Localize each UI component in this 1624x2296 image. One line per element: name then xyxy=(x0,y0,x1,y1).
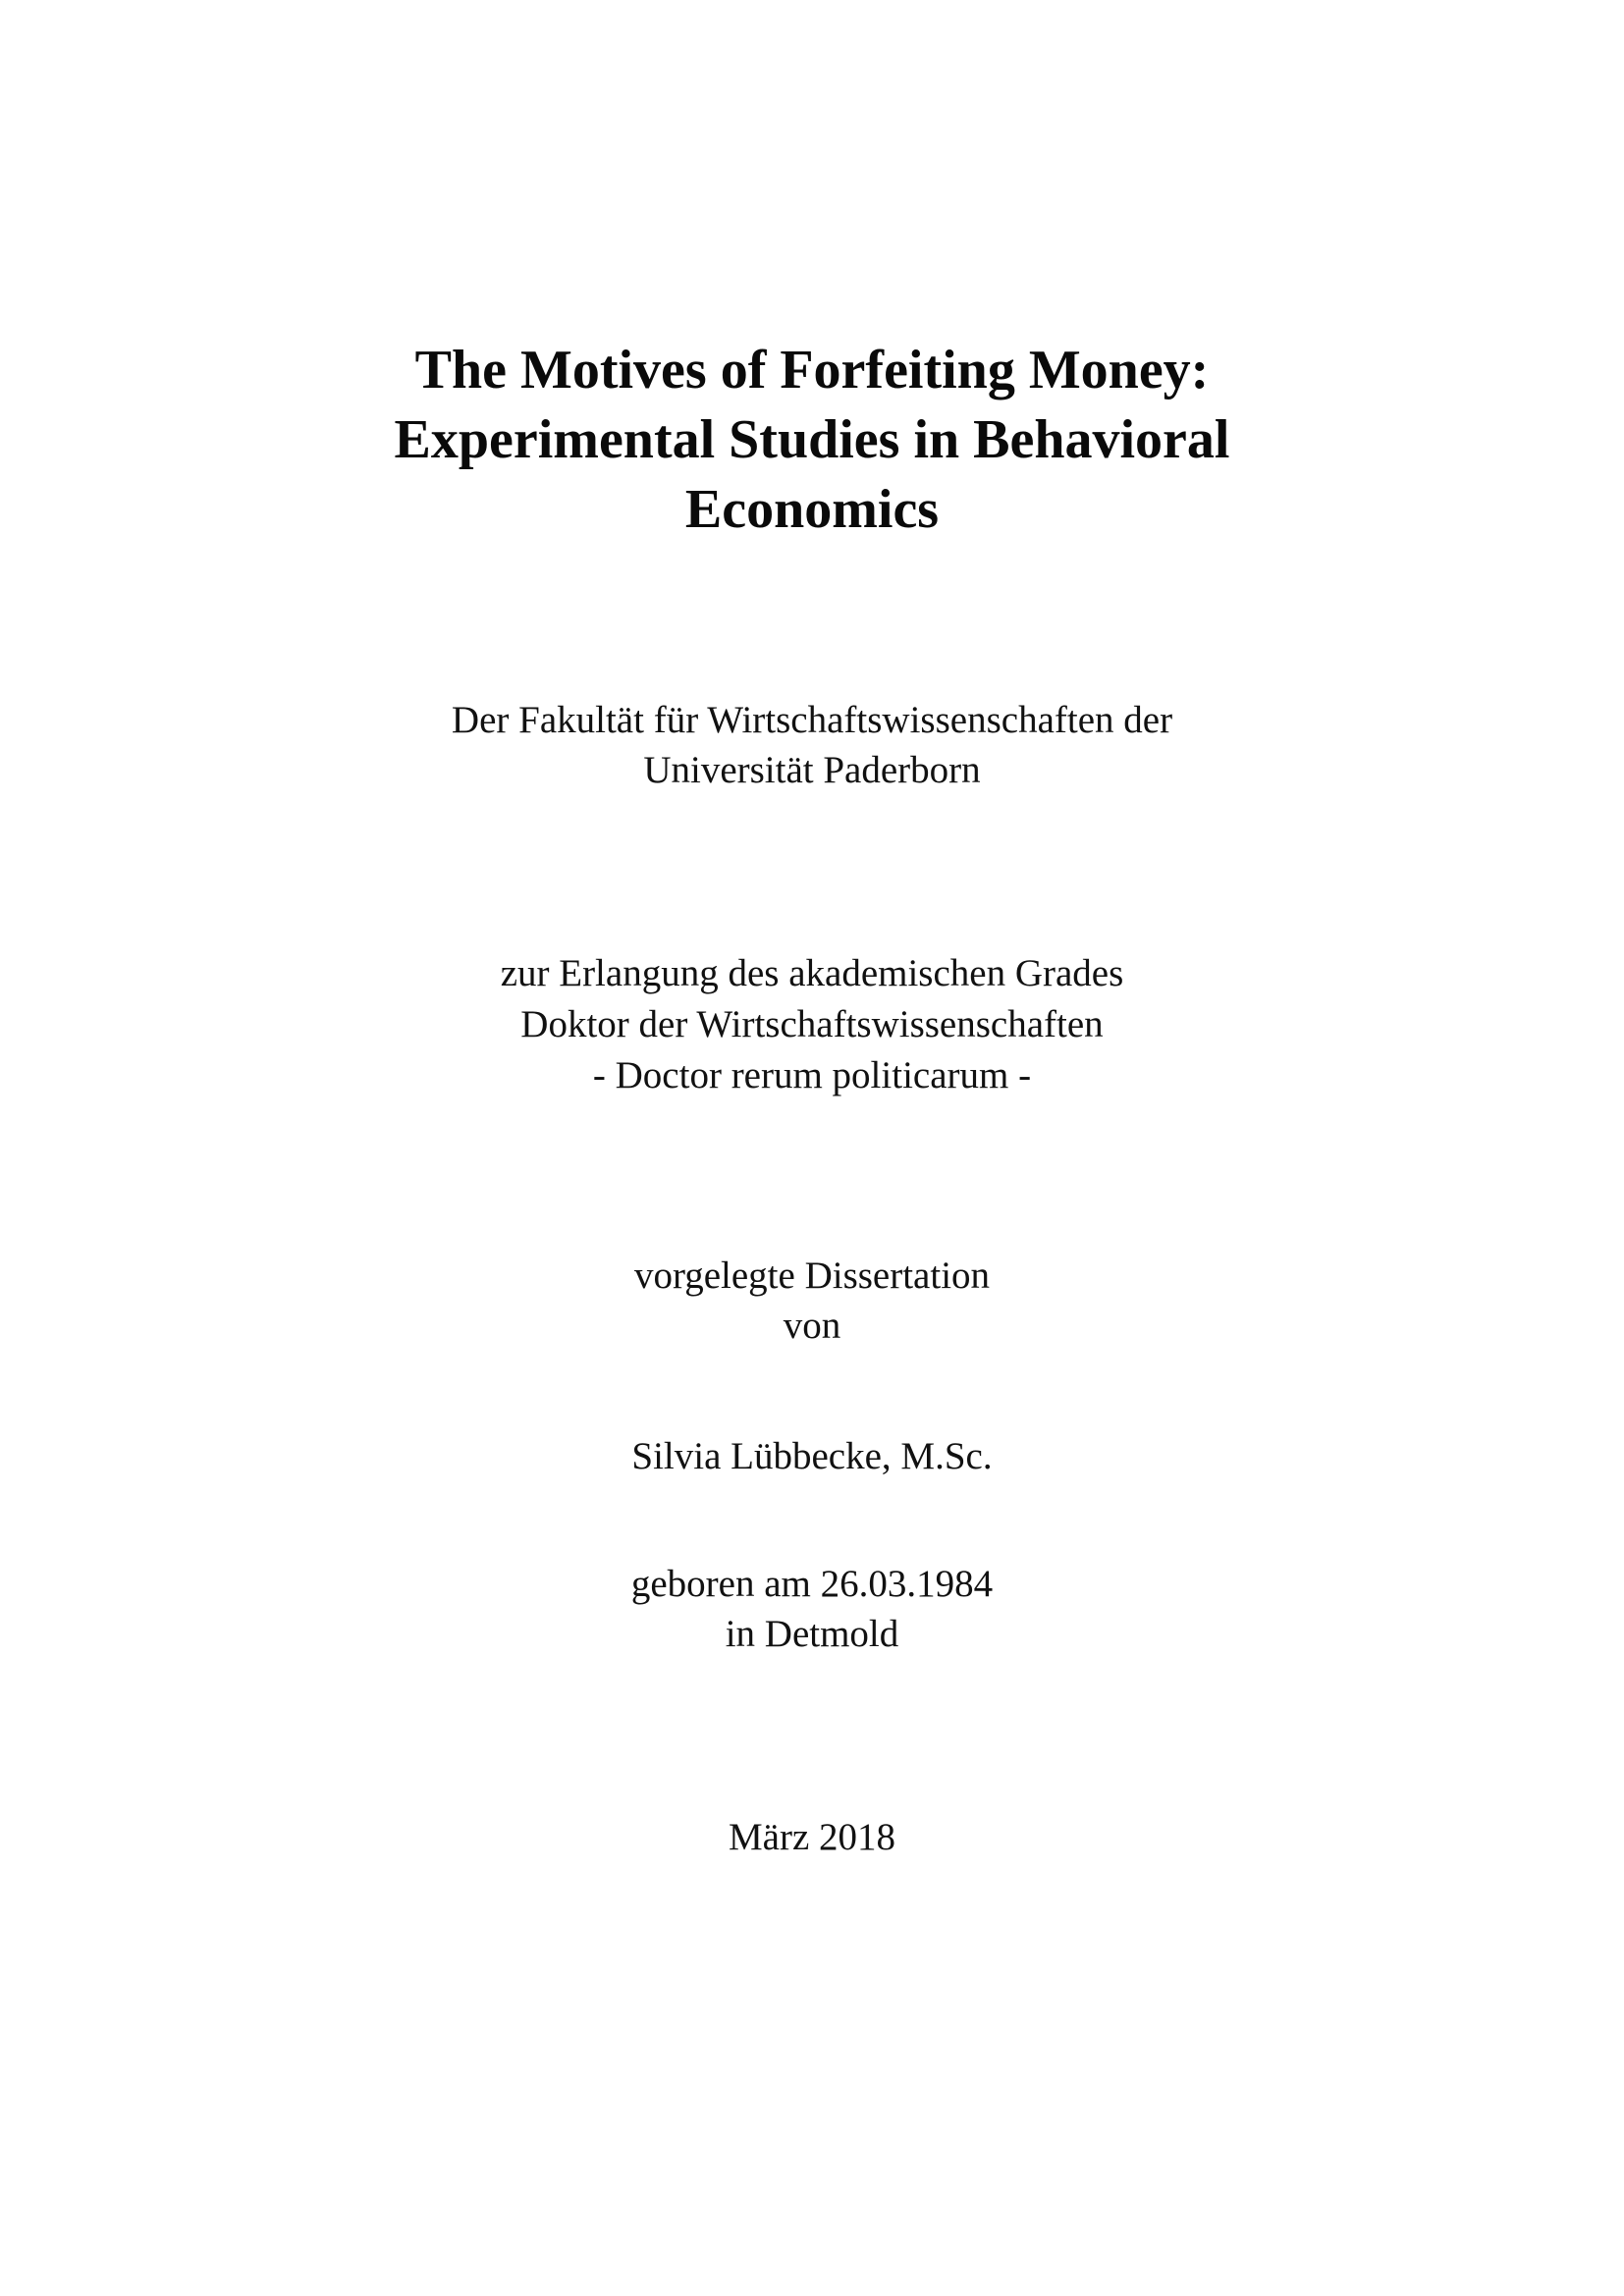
submission-date xyxy=(0,1812,1624,1862)
faculty-statement xyxy=(0,695,1624,795)
title-line-3: Economics xyxy=(684,479,940,540)
title-line-2: Experimental Studies in Behavioral xyxy=(394,409,1230,470)
degree-line-2: Doktor der Wirtschaftswissenschaften xyxy=(520,1003,1104,1045)
dissertation-line-1: vorgelegte Dissertation xyxy=(633,1255,991,1297)
degree-line-1: zur Erlangung des akademischen Grades xyxy=(500,952,1124,994)
dissertation-title xyxy=(0,336,1624,545)
author-name xyxy=(0,1431,1624,1481)
dissertation-line-2: von xyxy=(783,1305,841,1347)
degree-statement xyxy=(0,948,1624,1101)
submission-date-text: März 2018 xyxy=(728,1816,896,1858)
birth-details xyxy=(0,1559,1624,1659)
faculty-line-1: Der Fakultät für Wirtschaftswissenschaften der xyxy=(451,699,1173,741)
birth-place-line: in Detmold xyxy=(725,1613,899,1655)
title-line-1: The Motives of Forfeiting Money: xyxy=(414,340,1210,400)
faculty-line-2: Universität Paderborn xyxy=(643,749,981,791)
birth-date-line: geboren am 26.03.1984 xyxy=(630,1563,994,1605)
degree-line-3: - Doctor rerum politicarum - xyxy=(592,1054,1032,1096)
dissertation-submission xyxy=(0,1251,1624,1351)
author-name-text: Silvia Lübbecke, M.Sc. xyxy=(631,1435,993,1477)
